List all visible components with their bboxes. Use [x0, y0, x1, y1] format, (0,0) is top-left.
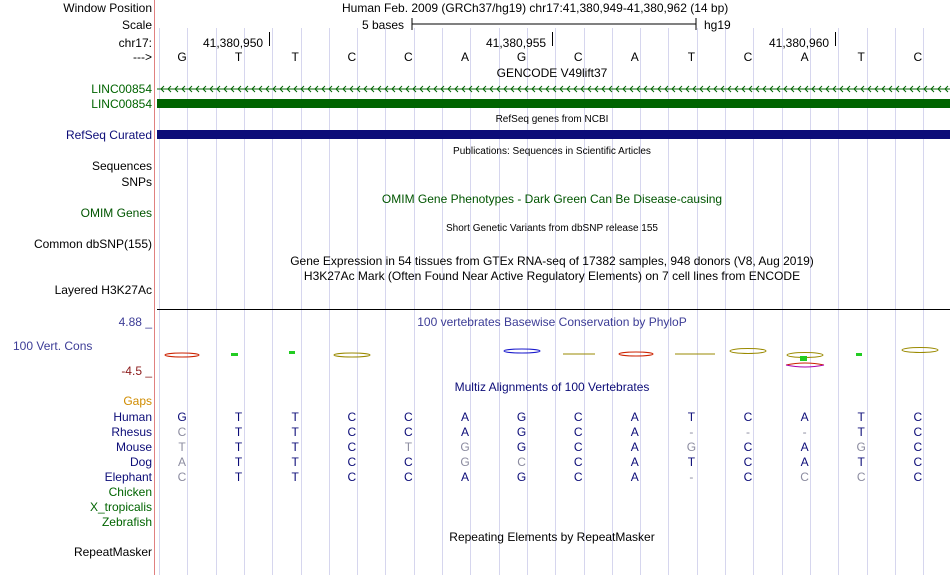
- coord-2: 41,380,955: [486, 36, 547, 50]
- refseq-track-title[interactable]: RefSeq genes from NCBI: [495, 114, 609, 125]
- alignment-base: G: [460, 455, 470, 469]
- alignment-base: C: [856, 470, 866, 484]
- alignment-base: T: [291, 410, 299, 424]
- alignment-base: -: [802, 425, 807, 439]
- species-label[interactable]: X_tropicalis: [89, 500, 152, 514]
- alignment-base: T: [857, 455, 865, 469]
- reference-base: T: [857, 50, 865, 64]
- alignment-base: C: [347, 470, 357, 484]
- scale-assembly: hg19: [704, 18, 731, 32]
- alignment-base: C: [913, 455, 923, 469]
- alignment-base: G: [516, 410, 527, 424]
- alignment-base: T: [291, 425, 299, 439]
- alignment-base: A: [800, 410, 809, 424]
- alignment-base: C: [573, 425, 583, 439]
- reference-base: A: [630, 50, 639, 64]
- alignment-base: -: [746, 425, 750, 439]
- gaps-label[interactable]: Gaps: [123, 394, 152, 408]
- h3k27ac-label[interactable]: Layered H3K27Ac: [54, 283, 152, 297]
- refseq-exon-block[interactable]: [157, 130, 950, 139]
- alignment-base: C: [347, 425, 357, 439]
- alignment-base: C: [404, 410, 413, 424]
- alignment-base: T: [857, 425, 865, 439]
- alignment-base: C: [913, 440, 923, 454]
- snps-label[interactable]: SNPs: [121, 175, 152, 189]
- reference-base: G: [177, 50, 187, 64]
- alignment-base: T: [234, 440, 243, 454]
- alignment-base: A: [460, 410, 469, 424]
- alignment-base: C: [800, 470, 809, 484]
- h3k27ac-baseline: [157, 309, 950, 310]
- species-label[interactable]: Mouse: [115, 440, 152, 454]
- alignment-base: G: [460, 440, 470, 454]
- strand-label: --->: [133, 50, 152, 64]
- species-label[interactable]: Zebrafish: [101, 515, 152, 529]
- alignment-base: C: [347, 455, 357, 469]
- cons-max-label: 4.88 _: [118, 315, 152, 329]
- alignment-base: C: [573, 470, 583, 484]
- alignment-base: C: [743, 440, 753, 454]
- scale-bar: [410, 14, 700, 34]
- coord-3-tick: [835, 32, 836, 46]
- gtex-track-title[interactable]: Gene Expression in 54 tissues from GTEx RNA-seq of 17382 samples, 948 donors (V8, Aug 2019): [290, 254, 814, 268]
- alignment-base: T: [234, 455, 243, 469]
- refseq-label[interactable]: RefSeq Curated: [65, 128, 152, 142]
- alignment-base: T: [687, 410, 696, 424]
- gencode-transcript-line[interactable]: [157, 83, 950, 95]
- alignment-base: C: [913, 470, 923, 484]
- alignment-base: G: [516, 425, 527, 439]
- reference-base: C: [573, 50, 583, 64]
- coord-3: 41,380,960: [769, 36, 830, 50]
- dbsnp-label[interactable]: Common dbSNP(155): [33, 237, 152, 251]
- species-label[interactable]: Dog: [129, 455, 152, 469]
- alignment-base: C: [404, 470, 413, 484]
- alignment-base: G: [177, 410, 187, 424]
- alignment-base: A: [630, 440, 639, 454]
- alignment-base: T: [234, 470, 243, 484]
- alignment-base: A: [630, 455, 639, 469]
- alignment-base: -: [689, 425, 694, 439]
- reference-base: C: [743, 50, 753, 64]
- reference-base: A: [800, 50, 809, 64]
- alignment-base: C: [404, 455, 413, 469]
- phylop-wiggle[interactable]: [155, 340, 950, 370]
- cons-min-label: -4.5 _: [121, 364, 152, 378]
- alignment-base: C: [913, 410, 923, 424]
- alignment-base: G: [856, 440, 866, 454]
- scale-label: Scale: [121, 18, 152, 32]
- reference-base: C: [404, 50, 413, 64]
- reference-base: T: [234, 50, 243, 64]
- alignment-base: A: [460, 425, 469, 439]
- species-label[interactable]: Human: [113, 410, 152, 424]
- alignment-base: A: [630, 410, 639, 424]
- reference-base: T: [291, 50, 299, 64]
- alignment-base: T: [234, 425, 243, 439]
- species-label[interactable]: Chicken: [108, 485, 152, 499]
- alignment-base: -: [689, 470, 694, 484]
- window-position-value: Human Feb. 2009 (GRCh37/hg19) chr17:41,380,949-41,380,962 (14 bp): [342, 1, 729, 15]
- coord-2-tick: [552, 32, 553, 46]
- reference-base: G: [516, 50, 527, 64]
- alignment-base: C: [743, 470, 753, 484]
- coord-1: 41,380,950: [203, 36, 264, 50]
- publications-track-title[interactable]: Publications: Sequences in Scientific Articles: [453, 146, 651, 157]
- alignment-base: C: [573, 440, 583, 454]
- reference-base: A: [460, 50, 469, 64]
- alignment-base: A: [800, 455, 809, 469]
- window-position-label: Window Position: [63, 1, 152, 15]
- reference-base: C: [347, 50, 357, 64]
- alignment-base: A: [460, 470, 469, 484]
- alignment-base: A: [177, 455, 186, 469]
- label-divider: [154, 0, 155, 575]
- alignment-base: C: [347, 440, 357, 454]
- omim-track-title[interactable]: OMIM Gene Phenotypes - Dark Green Can Be Disease-causing: [381, 192, 723, 206]
- alignment-base: G: [516, 440, 527, 454]
- alignment-base: T: [291, 455, 299, 469]
- cons-label[interactable]: 100 Vert. Cons: [13, 339, 93, 353]
- alignment-base: G: [516, 470, 527, 484]
- alignment-base: C: [517, 455, 526, 469]
- h3k27ac-track-title[interactable]: H3K27Ac Mark (Often Found Near Active Regulatory Elements) on 7 cell lines from ENCODE: [303, 269, 801, 283]
- gencode-row1-label[interactable]: LINC00854: [91, 82, 152, 96]
- dbsnp-track-title[interactable]: Short Genetic Variants from dbSNP release 155: [446, 223, 658, 234]
- alignment-base: T: [234, 410, 243, 424]
- alignment-base: A: [630, 470, 639, 484]
- alignment-base: C: [177, 470, 187, 484]
- chrom-label: chr17:: [118, 36, 152, 50]
- alignment-base: T: [291, 440, 299, 454]
- alignment-base: T: [687, 455, 696, 469]
- repeatmasker-track-title[interactable]: Repeating Elements by RepeatMasker: [449, 530, 655, 544]
- reference-base: C: [913, 50, 923, 64]
- gencode-exon-block[interactable]: [157, 99, 950, 108]
- alignment-base: T: [178, 440, 186, 454]
- alignment-base: C: [743, 455, 753, 469]
- repeatmasker-label[interactable]: RepeatMasker: [73, 545, 152, 559]
- gencode-row2-label[interactable]: LINC00854: [91, 97, 152, 111]
- alignment-base: C: [573, 410, 583, 424]
- alignment-base: A: [800, 440, 809, 454]
- alignment-base: T: [404, 440, 413, 454]
- alignment-base: A: [630, 425, 639, 439]
- alignment-base: T: [857, 410, 865, 424]
- reference-base: T: [687, 50, 696, 64]
- coord-1-tick: [269, 32, 270, 46]
- species-label[interactable]: Rhesus: [111, 425, 152, 439]
- alignment-base: C: [347, 410, 357, 424]
- phylop-track-title[interactable]: 100 vertebrates Basewise Conservation by PhyloP: [417, 315, 687, 329]
- gencode-track-title[interactable]: GENCODE V49lift37: [496, 66, 608, 80]
- sequences-label[interactable]: Sequences: [91, 159, 152, 173]
- alignment-base: C: [177, 425, 187, 439]
- alignment-base: G: [686, 440, 697, 454]
- alignment-base: T: [291, 470, 299, 484]
- alignment-base: C: [743, 410, 753, 424]
- alignment-base: C: [404, 425, 413, 439]
- multiz-track-title[interactable]: Multiz Alignments of 100 Vertebrates: [454, 380, 650, 394]
- alignment-base: C: [573, 455, 583, 469]
- alignment-base: C: [913, 425, 923, 439]
- scale-value: 5 bases: [362, 18, 405, 32]
- omim-label[interactable]: OMIM Genes: [80, 206, 152, 220]
- species-label[interactable]: Elephant: [104, 470, 152, 484]
